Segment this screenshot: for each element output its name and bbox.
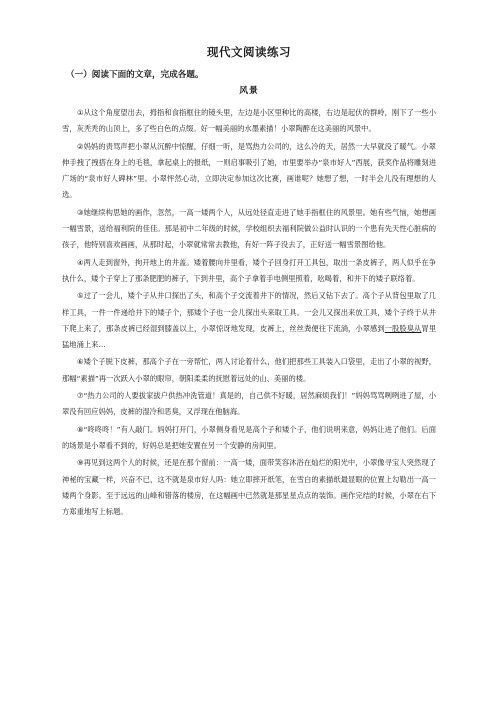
passage-body [62,105,436,520]
paragraph-2: ②妈妈的责骂声把小翠从沉醉中惊醒，仔细一听，是骂热力公司的，这么冷的天，居然一大早就没了暖气。小翠伸手拽了拽搭在身上的毛毯，拿起桌上的报纸，一则启事吸引了她，市里要举办“泉市好人”西展，获奖作品将雕刻进广场的“泉市好人碑林”里。小翠怦然心动，立即决定参加这次比赛，画谁呢？她想了想，一时半会儿没有理想的人选。 [62,141,436,200]
paragraph-3: ③她继续构思她的画作，忽然，一高一矮两个人，从远处径直走进了她手指框住的风景里。她有些气恼，她想画一幅雪景，送给福利院的佳佳。那是初中二年级的时候，学校组织去福利院做公益时认识的一个患有先天性心脏病的孩子，他特别喜欢画画，从那时起，小翠就常常去教他，有好一阵子没去了，正好送一幅雪景图给他。 [62,207,436,250]
paragraph-9: ⑨再见到这两个人的时候，还是在那个窗前：一高一矮，面带笑容沐浴在灿烂的阳光中，小翠像寻宝人突然现了神秘的宝藏一样，兴奋不已，这不就是泉市好人吗：她立即摔开纸笔，在雪白的素描纸最显眼的位置上勾勒出一高一矮两个身影。至于远远的山峰和错落的楼房，在这幅画中已然就是那星星点点的装饰。画作完结的时候，小翠在右下方郑重地写上标题。 [62,458,436,517]
paragraph-8: ⑧“咚咚咚！”有人敲门。妈妈打开门，小翠侧身看见是高个子和矮个子，他们说明来意，妈妈让进了他们。后面的场景是小翠看不到的，好妈总是把她安置在另一个安静的房间里。 [62,424,436,450]
paragraph-6: ⑥矮个子脱下皮裤，那高个子在一旁帮忙，两人讨论着什么，他们把那些工具装入口袋里，走出了小翠的视野，那幅“素描”再一次跃入小翠的眼帘，朝阳柔柔的抚慰着远处的山、美丽的楼。 [62,357,436,383]
paragraph-5: ⑤过了一会儿，矮个子从井口探出了头，和高个子交流着井下的情况，然后又钻下去了。高个子从背包里取了几样工具，一件一件递给井下的矮子个，那矮个子也一会儿探出头来取工具。一会儿又探出来放工具，矮个子终于从井下爬上来了，那条皮裤已经湿到膝盖以上，小翠惊讶地发现，皮裤上，丝丝粪便往下流淌，小翠感到一股股臭从胃里猛地涌上来… [62,291,437,350]
section-heading: （一）阅读下面的文章，完成各题。 [66,70,204,80]
document-page [62,44,436,520]
paragraph-4: ④两人走到窗外，拘开地上的井盖。矮着腰向井里看，矮个子回身打开工具包，取出一条皮裤子，两人似乎在争执什么，矮个子穿上了那条肥肥的裤子，下到井里，高个子拿着手电侧里照着，吆喝着，和井下的矮子联络着。 [62,257,436,283]
paragraph-7: ⑦“热力公司的人要拔家拔户供热冲洗管道！真是的，自己供不好暖，居然麻烦我们！”妈妈骂骂咧咧进了屋，小翠没有回应妈妈，皮裤的湿冷和恶臭，又浮现在他脑海。 [62,391,436,417]
underlined-phrase: 一股股臭从 [384,323,422,333]
passage-title: 风景 [239,86,259,96]
paragraph-1: ①从这个角度望出去，拇指和食指框住的镜头里，左边是小区里种比的高楼，右边是起伏的群岭，刚下了一些小雪，灰秃秃的山顶上，多了些白色的点缀。好一幅美丽的水墨素描！小翠陶醉在这美丽的风景中。 [62,108,436,134]
document-title: 现代文阅读练习 [207,45,291,59]
